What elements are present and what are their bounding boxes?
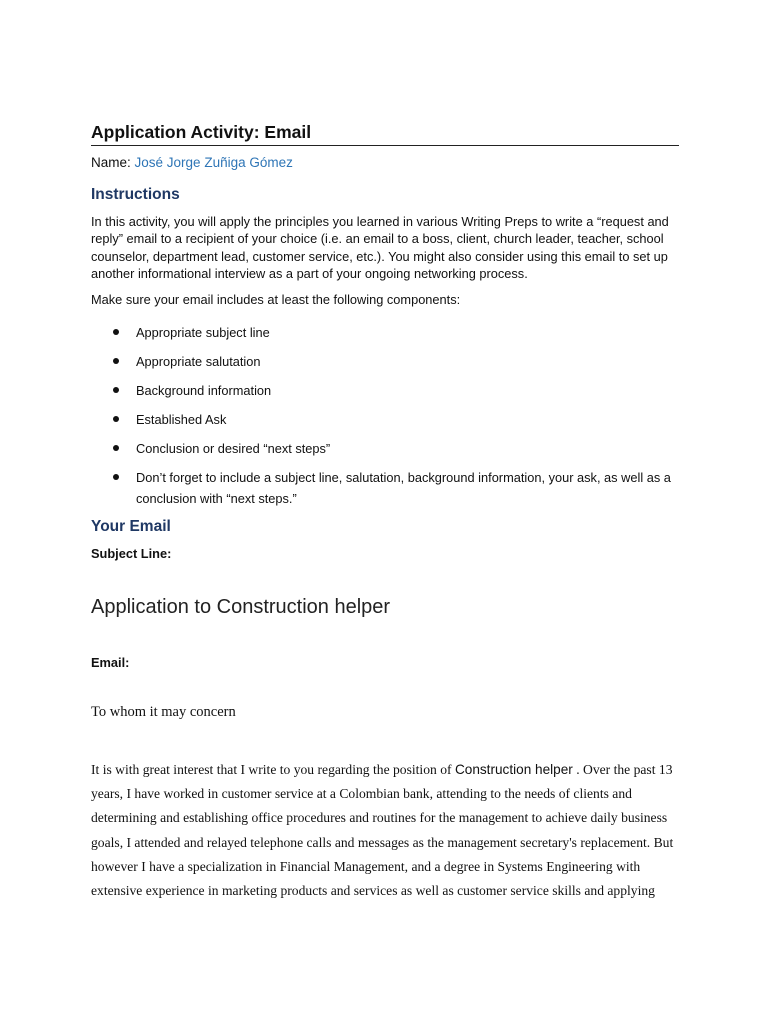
list-item: Appropriate subject line [91,322,679,343]
instructions-heading: Instructions [91,186,180,203]
bullet-icon [113,474,119,480]
document-title: Application Activity: Email [91,121,679,146]
name-value: José Jorge Zuñiga Gómez [134,155,293,170]
subject-line-value: Application to Construction helper [91,596,391,618]
bullet-icon [113,358,119,364]
email-greeting: To whom it may concern [91,704,236,720]
components-intro: Make sure your email includes at least the following components: [91,292,461,307]
list-item: Conclusion or desired “next steps” [91,438,679,459]
your-email-heading: Your Email [91,518,171,535]
name-line [91,155,293,170]
email-label: Email: [91,655,130,670]
bullet-icon [113,416,119,422]
email-body: It is with great interest that I write to you regarding the position of Construction helper . Over the past 13 years, I have worked in customer service at a Colombian bank, attending to the needs of clients and determining and establishing office procedures and routines for the management to achieve daily business goals, I attended and relayed telephone calls and messages as the management secretary's replacement. But however I have a specialization in Financial Management, and a degree in Systems Engineering with extensive experience in marketing products and services as well as customer service skills and applying [91,762,674,899]
instructions-intro: In this activity, you will apply the principles you learned in various Writing Preps to write a “request and reply” email to a recipient of your choice (i.e. an email to a boss, client, church leader, teacher, school counselor, department lead, customer service, etc.). You might also consider using this email to set up another informational interview as a part of your ongoing networking process. [91,214,669,281]
bullet-icon [113,329,119,335]
list-item: Background information [91,380,679,401]
position-name: Construction helper [454,762,573,777]
name-label: Name: [91,155,131,170]
components-list [91,322,679,517]
bullet-icon [113,445,119,451]
list-item: Appropriate salutation [91,351,679,372]
list-item: Established Ask [91,409,679,430]
subject-line-label: Subject Line: [91,546,172,561]
list-item: Don’t forget to include a subject line, salutation, background information, your ask, as well as a conclusion with “next steps.” [91,467,679,509]
bullet-icon [113,387,119,393]
